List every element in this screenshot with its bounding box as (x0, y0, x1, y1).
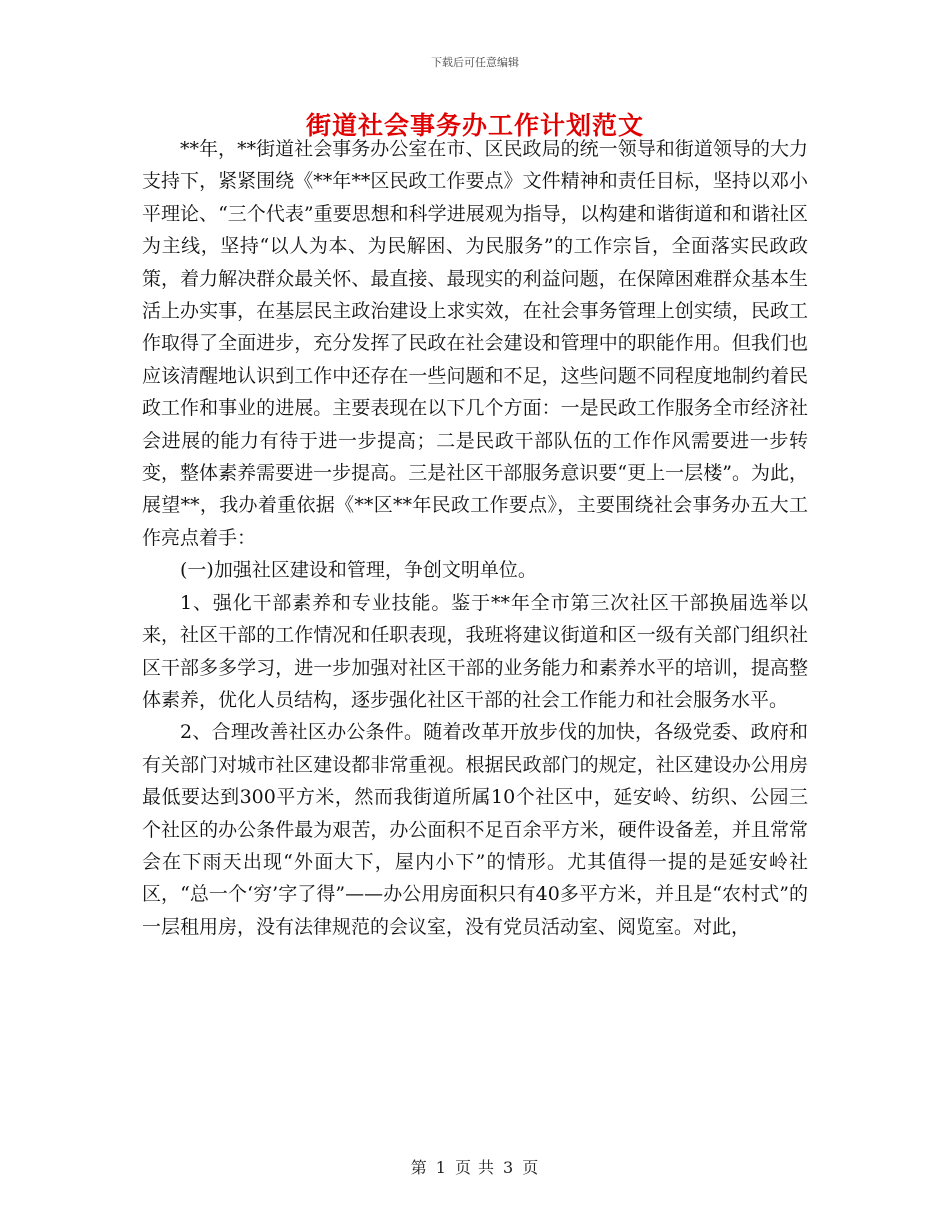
footer-page-total: 3 (503, 1158, 515, 1177)
document-body (142, 133, 808, 943)
page-footer (0, 1155, 950, 1178)
footer-middle: 页 共 (454, 1158, 496, 1177)
paragraph-item-1: 1、强化干部素养和专业技能。鉴于**年全市第三次社区干部换届选举以来，社区干部的工作情况和任职表现，我班将建议街道和区一级有关部门组织社区干部多多学习，进一步加强对社区干部的业务能力和素养水平的培训，提高整体素养，优化人员结构，逐步强化社区干部的社会工作能力和社会服务水平。 (142, 591, 808, 711)
document-title: 街道社会事务办工作计划范文 (305, 111, 644, 140)
paragraph-item-2: 2、合理改善社区办公条件。随着改革开放步伐的加快，各级党委、政府和有关部门对城市社区建设都非常重视。根据民政部门的规定，社区建设办公用房最低要达到300平方米，然而我街道所属10个社区中，延安岭、纺织、公园三个社区的办公条件最为艰苦，办公面积不足百余平方米，硬件设备差，并且常常会在下雨天出现“外面大下，屋内小下”的情形。尤其值得一提的是延安岭社区，“总一个‘穷’字了得”——办公用房面积只有40多平方米，并且是“农村式”的一层租用房，没有法律规范的会议室，没有党员活动室、阅览室。对此， (142, 721, 808, 938)
footer-suffix: 页 (522, 1158, 540, 1177)
paragraph-intro: **年，**街道社会事务办公室在市、区民政局的统一领导和街道领导的大力支持下，紧紧围绕《**年**区民政工作要点》文件精神和责任目标，坚持以邓小平理论、“三个代表”重要思想和科学进展观为指导，以构建和谐街道和和谐社区为主线，坚持“以人为本、为民解困、为民服务”的工作宗旨，全面落实民政政策，着力解决群众最关怀、最直接、最现实的利益问题，在保障困难群众基本生活上办实事，在基层民主政治建设上求实效，在社会事务管理上创实绩，民政工作取得了全面进步，充分发挥了民政在社会建设和管理中的职能作用。但我们也应该清醒地认识到工作中还存在一些问题和不足，这些问题不同程度地制约着民政工作和事业的进展。主要表现在以下几个方面：一是民政工作服务全市经济社会进展的能力有待于进一步提高；二是民政干部队伍的工作作风需要进一步转变，整体素养需要进一步提高。三是社区干部服务意识要“更上一层楼”。为此，展望**，我办着重依据《**区**年民政工作要点》，主要围绕社会事务办五大工作亮点着手： (142, 138, 808, 549)
footer-page-current: 1 (435, 1158, 447, 1177)
paragraph-section-heading: (一)加强社区建设和管理，争创文明单位。 (180, 559, 537, 582)
header-note: 下载后可任意编辑 (431, 56, 519, 69)
footer-prefix: 第 (410, 1158, 428, 1177)
